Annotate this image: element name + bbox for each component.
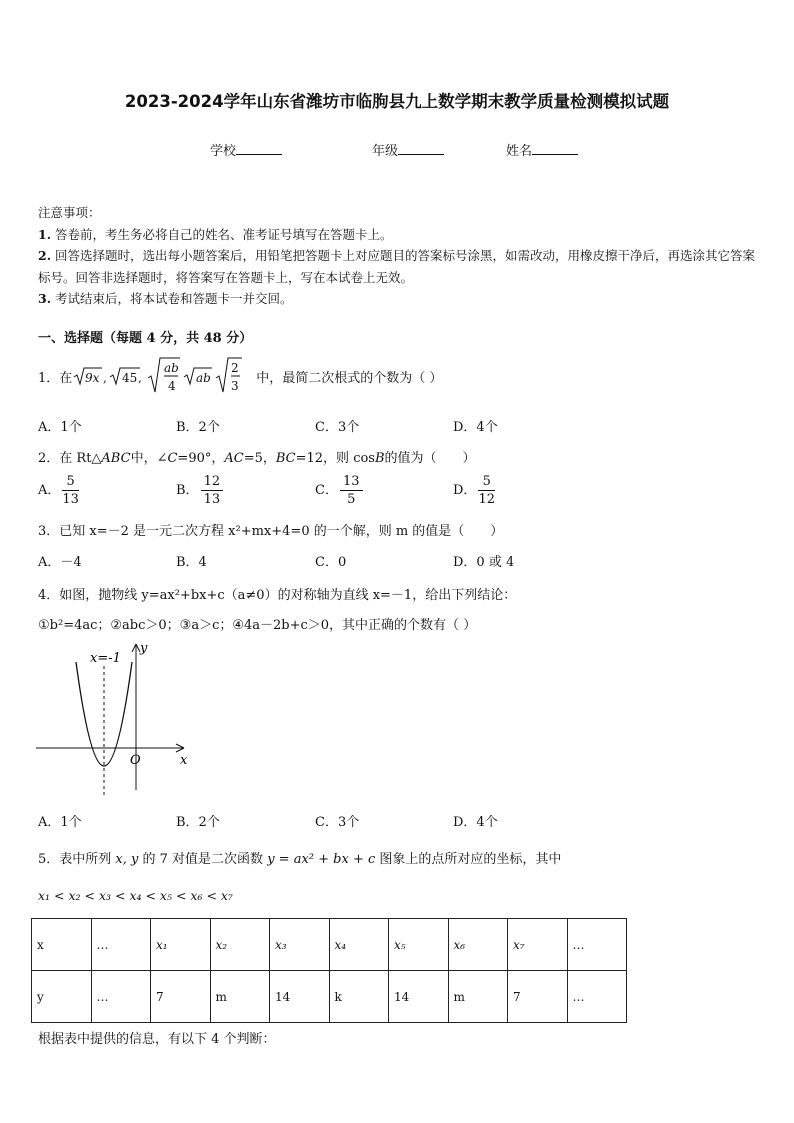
question-3: 3．已知 x=－2 是一元二次方程 x²+mx+4=0 的一个解，则 m 的值是（ ） <box>38 524 504 539</box>
parabola-graph <box>36 640 196 800</box>
note-3 <box>38 288 760 310</box>
section-choice-heading: 一、选择题（每题 4 分，共 48 分） <box>38 331 253 346</box>
name-label: 姓名 <box>506 144 533 159</box>
q2-text-j: B <box>374 451 385 466</box>
question-2 <box>38 447 476 466</box>
table-row-x <box>32 919 627 971</box>
q2-option-a[interactable] <box>38 473 81 508</box>
school-label: 学校 <box>210 144 237 159</box>
table-cell: m <box>210 971 270 1023</box>
q2-option-d-label: D． <box>453 483 477 498</box>
graph-x-label: x <box>180 753 188 768</box>
q5-text-e: 图象上的点所对应的坐标，其中 <box>379 852 562 867</box>
graph-y-label: y <box>140 641 148 656</box>
graph-origin-label: O <box>130 753 141 768</box>
q2-text-h: BC <box>275 451 296 466</box>
school-blank[interactable] <box>236 142 282 155</box>
question-1 <box>38 356 442 396</box>
q2-text-d: C <box>167 451 178 466</box>
q2-option-d-den: 12 <box>478 492 495 507</box>
note-2 <box>38 245 760 288</box>
note-3-text: 考试结束后，将本试卷和答题卡一并交回。 <box>55 291 293 306</box>
table-cell: … <box>91 919 151 971</box>
grade-label: 年级 <box>372 144 399 159</box>
svg-text:9x: 9x <box>85 371 100 385</box>
table-cell: 14 <box>270 971 330 1023</box>
svg-text:,: , <box>138 371 143 385</box>
q2-option-a-num: 5 <box>62 473 79 491</box>
svg-text:45: 45 <box>122 371 138 385</box>
table-cell: 7 <box>508 971 568 1023</box>
note-1-num: 1. <box>38 226 52 242</box>
notes-block <box>38 202 760 310</box>
table-cell: y <box>32 971 92 1023</box>
table-cell: x₇ <box>508 919 568 971</box>
note-1 <box>38 224 760 246</box>
question-4-line-2: ①b²=4ac；②abc＞0；③a＞c；④4a－2b+c＞0，其中正确的个数有（ ） <box>38 618 477 633</box>
q4-option-d[interactable]: D．4个 <box>453 815 498 830</box>
q2-option-d[interactable] <box>453 473 497 508</box>
q3-option-b[interactable]: B．4 <box>176 555 207 570</box>
notes-heading: 注意事项： <box>38 205 101 220</box>
table-row-y <box>32 971 627 1023</box>
question-5 <box>38 848 561 867</box>
table-cell: x₆ <box>448 919 508 971</box>
q2-text-a: 2．在 Rt△ <box>38 451 102 466</box>
q5-footer: 根据表中提供的信息，有以下 4 个判断： <box>38 1032 276 1047</box>
svg-text:,: , <box>103 371 108 385</box>
table-cell: x₃ <box>270 919 330 971</box>
grade-field <box>372 140 444 159</box>
table-cell: x₄ <box>329 919 389 971</box>
q3-option-a[interactable]: A．－4 <box>38 555 82 570</box>
svg-text:ab: ab <box>164 361 180 375</box>
q1-option-b[interactable]: B．2个 <box>176 420 220 435</box>
q2-text-k: 的值为（ ） <box>384 451 476 466</box>
q5-text-b: x, y <box>115 852 139 867</box>
q4-option-c[interactable]: C．3个 <box>315 815 360 830</box>
graph-axis-of-symmetry-label: x=-1 <box>90 651 121 666</box>
school-field <box>210 140 282 159</box>
grade-blank[interactable] <box>398 142 444 155</box>
q5-text-c: 的 7 对值是二次函数 <box>142 852 264 867</box>
q2-text-f: AC <box>224 451 244 466</box>
q4-option-b[interactable]: B．2个 <box>176 815 220 830</box>
q2-option-c-num: 13 <box>340 473 363 491</box>
exam-title: 2023-2024学年山东省潍坊市临朐县九上数学期末教学质量检测模拟试题 <box>124 92 670 111</box>
name-blank[interactable] <box>532 142 578 155</box>
q2-text-e: =90°， <box>177 451 225 466</box>
question-4-line-1: 4．如图，抛物线 y=ax²+bx+c（a≠0）的对称轴为直线 x=－1，给出下列结论： <box>38 588 517 603</box>
q1-prefix: 1．在 <box>38 370 73 386</box>
q2-option-b[interactable] <box>176 473 225 508</box>
q5-inequality: x₁ < x₂ < x₃ < x₄ < x₅ < x₆ < x₇ <box>38 888 233 903</box>
svg-text:3: 3 <box>231 379 239 393</box>
q2-text-g: =5， <box>243 451 276 466</box>
q2-text-i: =12，则 cos <box>295 451 375 466</box>
q1-radicals <box>72 356 256 396</box>
q2-option-b-num: 12 <box>201 473 224 491</box>
q2-option-b-den: 13 <box>203 492 221 507</box>
q2-option-c-label: C． <box>315 483 338 498</box>
q1-option-c[interactable]: C．3个 <box>315 420 360 435</box>
q2-option-c[interactable] <box>315 473 365 508</box>
note-2-num: 2. <box>38 248 52 263</box>
q2-option-a-label: A． <box>38 483 61 498</box>
q3-option-c[interactable]: C．0 <box>315 555 347 570</box>
q2-option-a-fraction <box>62 473 79 508</box>
q2-option-b-fraction <box>201 473 224 508</box>
q5-text-a: 5．表中所列 <box>38 852 112 867</box>
table-cell: m <box>448 971 508 1023</box>
table-cell: k <box>329 971 389 1023</box>
q2-option-c-fraction <box>340 473 363 508</box>
q3-option-d[interactable]: D．0 或 4 <box>453 555 515 570</box>
table-cell: x₁ <box>151 919 211 971</box>
q5-text-d: y = ax² + bx + c <box>267 852 376 867</box>
table-cell: … <box>567 971 627 1023</box>
table-cell: x₂ <box>210 919 270 971</box>
note-3-num: 3. <box>38 291 52 306</box>
q2-option-c-den: 5 <box>347 492 356 507</box>
table-cell: … <box>567 919 627 971</box>
svg-text:2: 2 <box>231 361 239 375</box>
note-2-text: 回答选择题时，选出每小题答案后，用铅笔把答题卡上对应题目的答案标号涂黑，如需改动，用橡皮擦干净后，再选涂其它答案标号。回答非选择题时，将答案写在答题卡上，写在本试卷上无效。 <box>38 248 756 285</box>
q2-option-b-label: B． <box>176 483 199 498</box>
q2-text-c: 中，∠ <box>130 451 168 466</box>
values-table <box>31 918 627 1023</box>
q2-text-b: ABC <box>101 451 131 466</box>
table-cell: 14 <box>389 971 449 1023</box>
note-1-text: 答卷前，考生务必将自己的姓名、准考证号填写在答题卡上。 <box>55 226 393 242</box>
q2-option-d-num: 5 <box>478 473 495 491</box>
table-cell: 7 <box>151 971 211 1023</box>
svg-text:ab: ab <box>196 371 212 385</box>
q4-option-a[interactable]: A．1个 <box>38 815 82 830</box>
q1-suffix: 中，最简二次根式的个数为（ ） <box>256 370 443 386</box>
q1-option-d[interactable]: D．4个 <box>453 420 498 435</box>
table-cell: … <box>91 971 151 1023</box>
q2-option-d-fraction <box>478 473 495 508</box>
svg-text:4: 4 <box>168 379 176 393</box>
q1-option-a[interactable]: A．1个 <box>38 420 82 435</box>
q2-option-a-den: 13 <box>62 492 79 507</box>
table-cell: x₅ <box>389 919 449 971</box>
table-cell: x <box>32 919 92 971</box>
name-field <box>506 140 578 159</box>
